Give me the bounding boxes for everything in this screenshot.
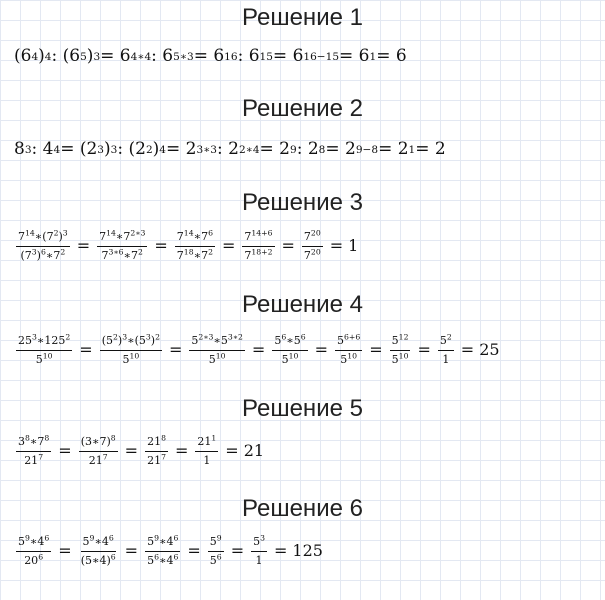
fraction: $\frac{5^9}{5^6}$ bbox=[209, 533, 222, 567]
section-title-1: Решение 1 bbox=[242, 4, 363, 31]
fraction: $\frac{(3∗7)^8}{21^7}$ bbox=[80, 433, 116, 467]
fraction: $\frac{7^{14}∗7^6}{7^{18}∗7^2}$ bbox=[176, 228, 213, 262]
section-title-4: Решение 4 bbox=[242, 291, 363, 318]
result: 25 bbox=[479, 340, 500, 360]
fraction: $\frac{5^{12}}{5^{10}}$ bbox=[391, 332, 409, 366]
fraction: $\frac{(5^2)^3∗(5^3)^2}{5^{10}}$ bbox=[101, 332, 160, 366]
fraction: $\frac{7^{20}}{7^{20}}$ bbox=[303, 228, 321, 262]
fraction: $\frac{5^2}{1}$ bbox=[439, 332, 452, 366]
result: 125 bbox=[292, 541, 323, 561]
section-title-6: Решение 6 bbox=[242, 495, 363, 522]
fraction: $\frac{5^3}{1}$ bbox=[253, 533, 265, 567]
fraction: $\frac{3^8∗7^8}{21^7}$ bbox=[18, 433, 50, 467]
equation-1: (6 4 ) 4 : (6 5 ) 3 = 6 4∗4 : 6 5∗3 = 6 16 : 6 15 = 6 16−15 = 6 1 = 6 bbox=[14, 46, 407, 66]
fraction: $\frac{7^{14+6}}{7^{18+2}}$ bbox=[244, 228, 273, 262]
fraction: $\frac{5^9∗4^6}{5^6∗4^6}$ bbox=[147, 533, 179, 567]
fraction: $\frac{7^{14}∗7^{2∗3}}{7^{3∗6}∗7^2}$ bbox=[99, 228, 146, 262]
equation-6: $\frac{5^9∗4^6}{20^6}$ = $\frac{5^9∗4^6}{(5∗4)^6}$ = $\frac{5^9∗4^6}{5^6∗4^6}$ = $\frac{5^9}{5^6}$ = $\frac{5^3}{1}$ = 125 bbox=[18, 533, 323, 567]
fraction: $\frac{25^3∗125^2}{5^{10}}$ bbox=[18, 332, 71, 366]
equation-4: $\frac{25^3∗125^2}{5^{10}}$ = $\frac{(5^2)^3∗(5^3)^2}{5^{10}}$ = $\frac{5^{2∗3}∗5^{3∗2}}{5^{10}}$ = $\frac{5^6∗5^6}{5^{10}}$ = $\frac{5^{6+6}}{5^{10}}$ = $\frac{5^{12}}{5^{10}}$ = $\frac{5^2}{1}$ = 25 bbox=[18, 332, 500, 366]
fraction: $\frac{7^{14}∗(7^2)^3}{(7^3)^6∗7^2}$ bbox=[18, 228, 68, 262]
fraction: $\frac{21^1}{1}$ bbox=[197, 433, 217, 467]
fraction: $\frac{5^6∗5^6}{5^{10}}$ bbox=[274, 332, 306, 366]
section-title-3: Решение 3 bbox=[242, 189, 363, 216]
equation-2: 8 3 : 4 4 = (2 3 ) 3 : (2 2 ) 4 = 2 3∗3 : 2 2∗4 = 2 9 : 2 8 = 2 9−8 = 2 1 = 2 bbox=[14, 139, 446, 159]
fraction: $\frac{21^8}{21^7}$ bbox=[147, 433, 166, 467]
section-title-5: Решение 5 bbox=[242, 395, 363, 422]
equation-5: $\frac{3^8∗7^8}{21^7}$ = $\frac{(3∗7)^8}{21^7}$ = $\frac{21^8}{21^7}$ = $\frac{21^1}{1}$ = 21 bbox=[18, 433, 265, 467]
result: 21 bbox=[243, 441, 265, 461]
fraction: $\frac{5^9∗4^6}{(5∗4)^6}$ bbox=[80, 533, 116, 567]
fraction: $\frac{5^9∗4^6}{20^6}$ bbox=[18, 533, 50, 567]
fraction: $\frac{5^{2∗3}∗5^{3∗2}}{5^{10}}$ bbox=[191, 332, 243, 366]
equation-3: $\frac{7^{14}∗(7^2)^3}{(7^3)^6∗7^2}$ = $\frac{7^{14}∗7^{2∗3}}{7^{3∗6}∗7^2}$ = $\frac{7^{14}∗7^6}{7^{18}∗7^2}$ = $\frac{7^{14+6}}{7^{18+2}}$ = $\frac{7^{20}}{7^{20}}$ = 1 bbox=[18, 228, 359, 262]
section-title-2: Решение 2 bbox=[242, 95, 363, 122]
fraction: $\frac{5^{6+6}}{5^{10}}$ bbox=[337, 332, 361, 366]
result: 1 bbox=[348, 236, 359, 256]
